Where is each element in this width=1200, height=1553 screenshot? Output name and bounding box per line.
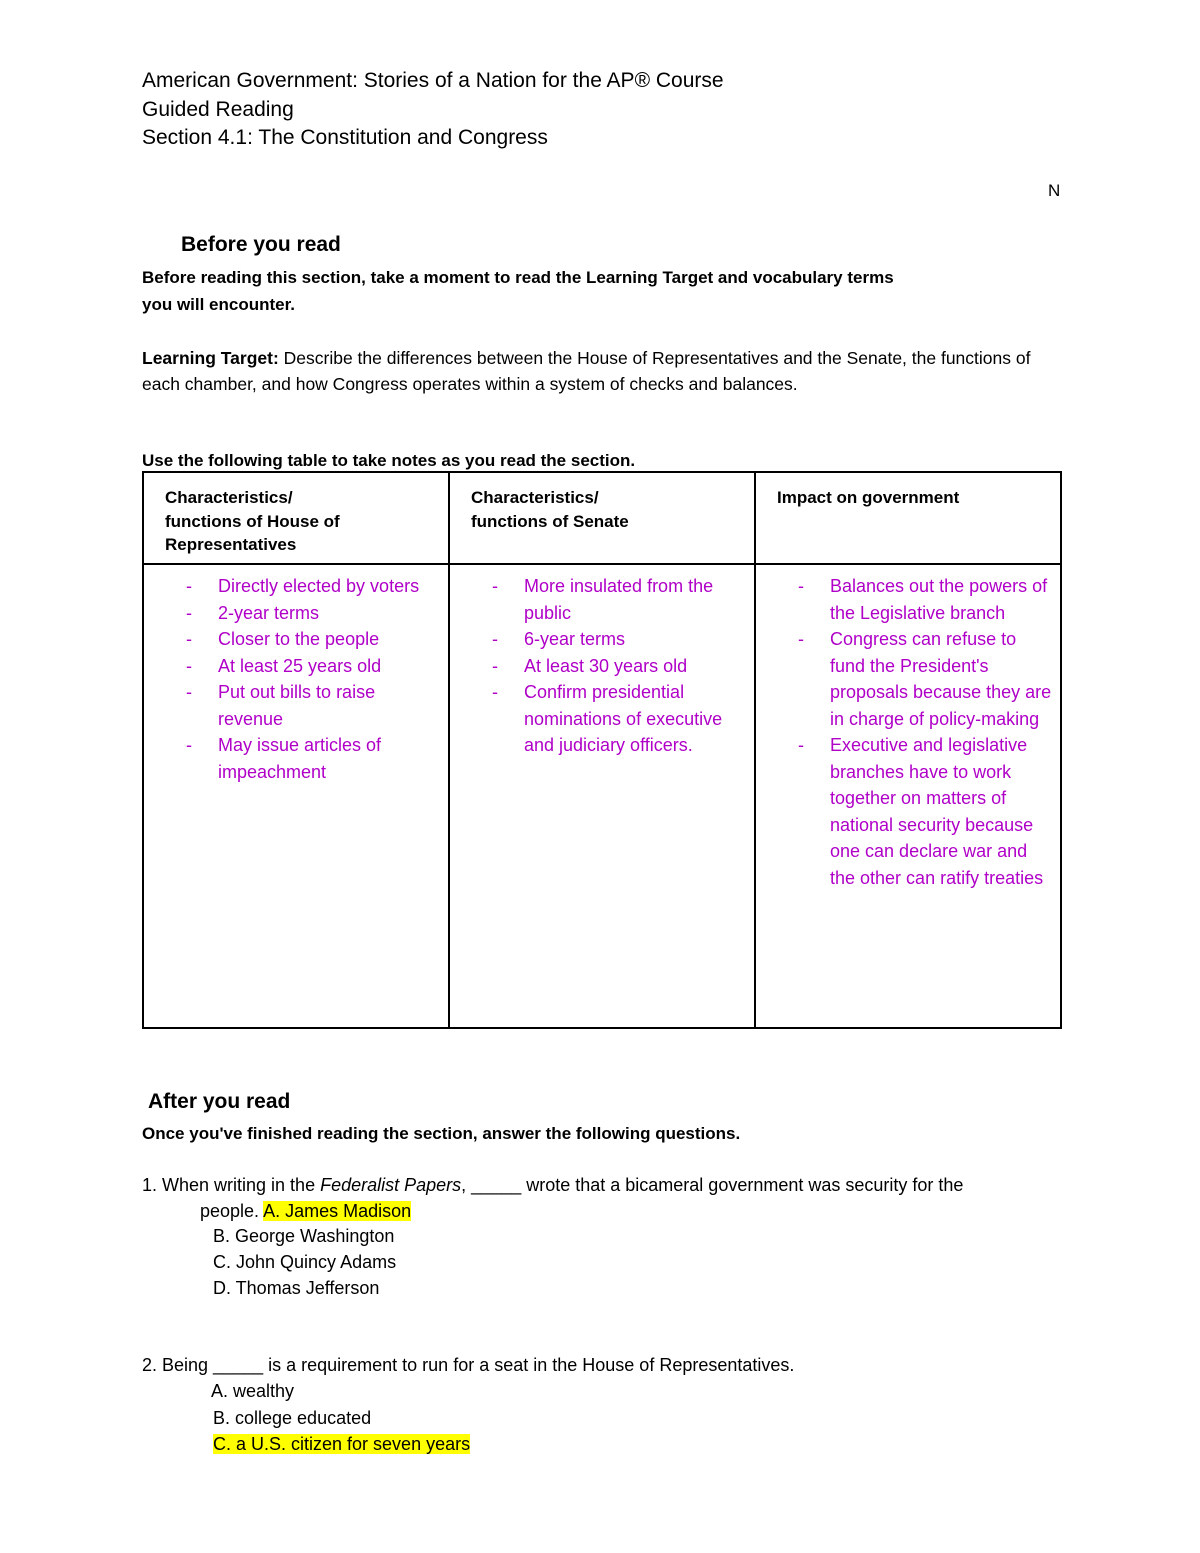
list-item: - Balances out the powers of the Legislative branch: [791, 573, 1054, 626]
impact-notes-cell: [755, 564, 1061, 1028]
after-you-read-heading: After you read: [148, 1090, 291, 1113]
before-you-read-heading: Before you read: [181, 233, 341, 256]
header-impact-line: Impact on government: [777, 488, 960, 507]
list-item: - Put out bills to raise revenue: [179, 679, 442, 732]
doc-title: American Government: Stories of a Nation for the AP® Course: [142, 69, 724, 92]
header-senate: [449, 472, 755, 564]
section-title: Section 4.1: The Constitution and Congress: [142, 126, 548, 149]
before-instruction-line-1: Before reading this section, take a moment to read the Learning Target and vocabulary terms: [142, 268, 894, 287]
list-item: - 2-year terms: [179, 600, 442, 627]
learning-target-text: Describe the differences between the House of Representatives and the Senate, the functions of each chamber, and how Congress operates within a system of checks and balances.: [142, 348, 1031, 394]
answer-option: B. George Washington: [213, 1226, 395, 1246]
question-1: [142, 1172, 1062, 1224]
header-impact: [755, 472, 1061, 564]
table-instruction: Use the following table to take notes as you read the section.: [142, 451, 636, 470]
question-1-stem-cont: [142, 1198, 1062, 1224]
question-1-stem-cont-text: people.: [200, 1201, 264, 1221]
after-instruction: Once you've finished reading the section, answer the following questions.: [142, 1124, 741, 1143]
notes-table-header-row: [143, 472, 1061, 564]
answer-option-highlighted: [213, 1431, 470, 1457]
header-house-line: Characteristics/: [165, 488, 293, 507]
before-instruction: [142, 264, 1042, 318]
answer-option: B. college educated: [213, 1408, 372, 1428]
house-notes-cell: [143, 564, 449, 1028]
header-house-line: Representatives: [165, 535, 297, 554]
doc-subtitle: Guided Reading: [142, 98, 294, 121]
header-senate-line: Characteristics/: [471, 488, 599, 507]
question-1-stem-part: 1. When writing in the: [142, 1175, 321, 1195]
header-senate-line: functions of Senate: [471, 511, 629, 531]
house-notes-list: [144, 565, 448, 785]
list-item: - At least 30 years old: [485, 653, 748, 680]
senate-notes-cell: [449, 564, 755, 1028]
list-item: - Closer to the people: [179, 626, 442, 653]
impact-notes-list: [756, 565, 1060, 891]
learning-target: [142, 345, 1062, 397]
answer-option-highlighted: A. James Madison: [263, 1201, 412, 1221]
list-item: - Executive and legislative branches have to work together on matters of national security because one can declare war and the other can ratify treaties: [791, 732, 1054, 891]
list-item: - More insulated from the public: [485, 573, 748, 626]
list-item: - May issue articles of impeachment: [179, 732, 442, 785]
question-1-stem-part: , _____ wrote that a bicameral government was security for the: [461, 1175, 964, 1195]
notes-table: [142, 471, 1062, 1029]
list-item: - At least 25 years old: [179, 653, 442, 680]
list-item: - 6-year terms: [485, 626, 748, 653]
list-item: - Congress can refuse to fund the President's proposals because they are in charge of policy-making: [791, 626, 1054, 732]
name-mark: N: [1048, 181, 1061, 200]
header-house-line: functions of House of: [165, 511, 340, 531]
learning-target-label: Learning Target:: [142, 348, 279, 368]
question-2-stem: 2. Being _____ is a requirement to run for a seat in the House of Representatives.: [142, 1355, 795, 1375]
senate-notes-list: [450, 565, 754, 759]
answer-option: A. wealthy: [211, 1381, 295, 1401]
list-item: - Confirm presidential nominations of executive and judiciary officers.: [485, 679, 748, 759]
notes-table-body-row: [143, 564, 1061, 1028]
list-item: - Directly elected by voters: [179, 573, 442, 600]
answer-option: D. Thomas Jefferson: [213, 1278, 380, 1298]
answer-option-highlight: C. a U.S. citizen for seven years: [213, 1434, 471, 1454]
answer-option: C. John Quincy Adams: [213, 1252, 397, 1272]
header-house: [143, 472, 449, 564]
question-1-stem-italic: Federalist Papers: [320, 1175, 462, 1195]
before-instruction-line-2: you will encounter.: [142, 295, 296, 314]
question-1-stem: [142, 1172, 1062, 1198]
